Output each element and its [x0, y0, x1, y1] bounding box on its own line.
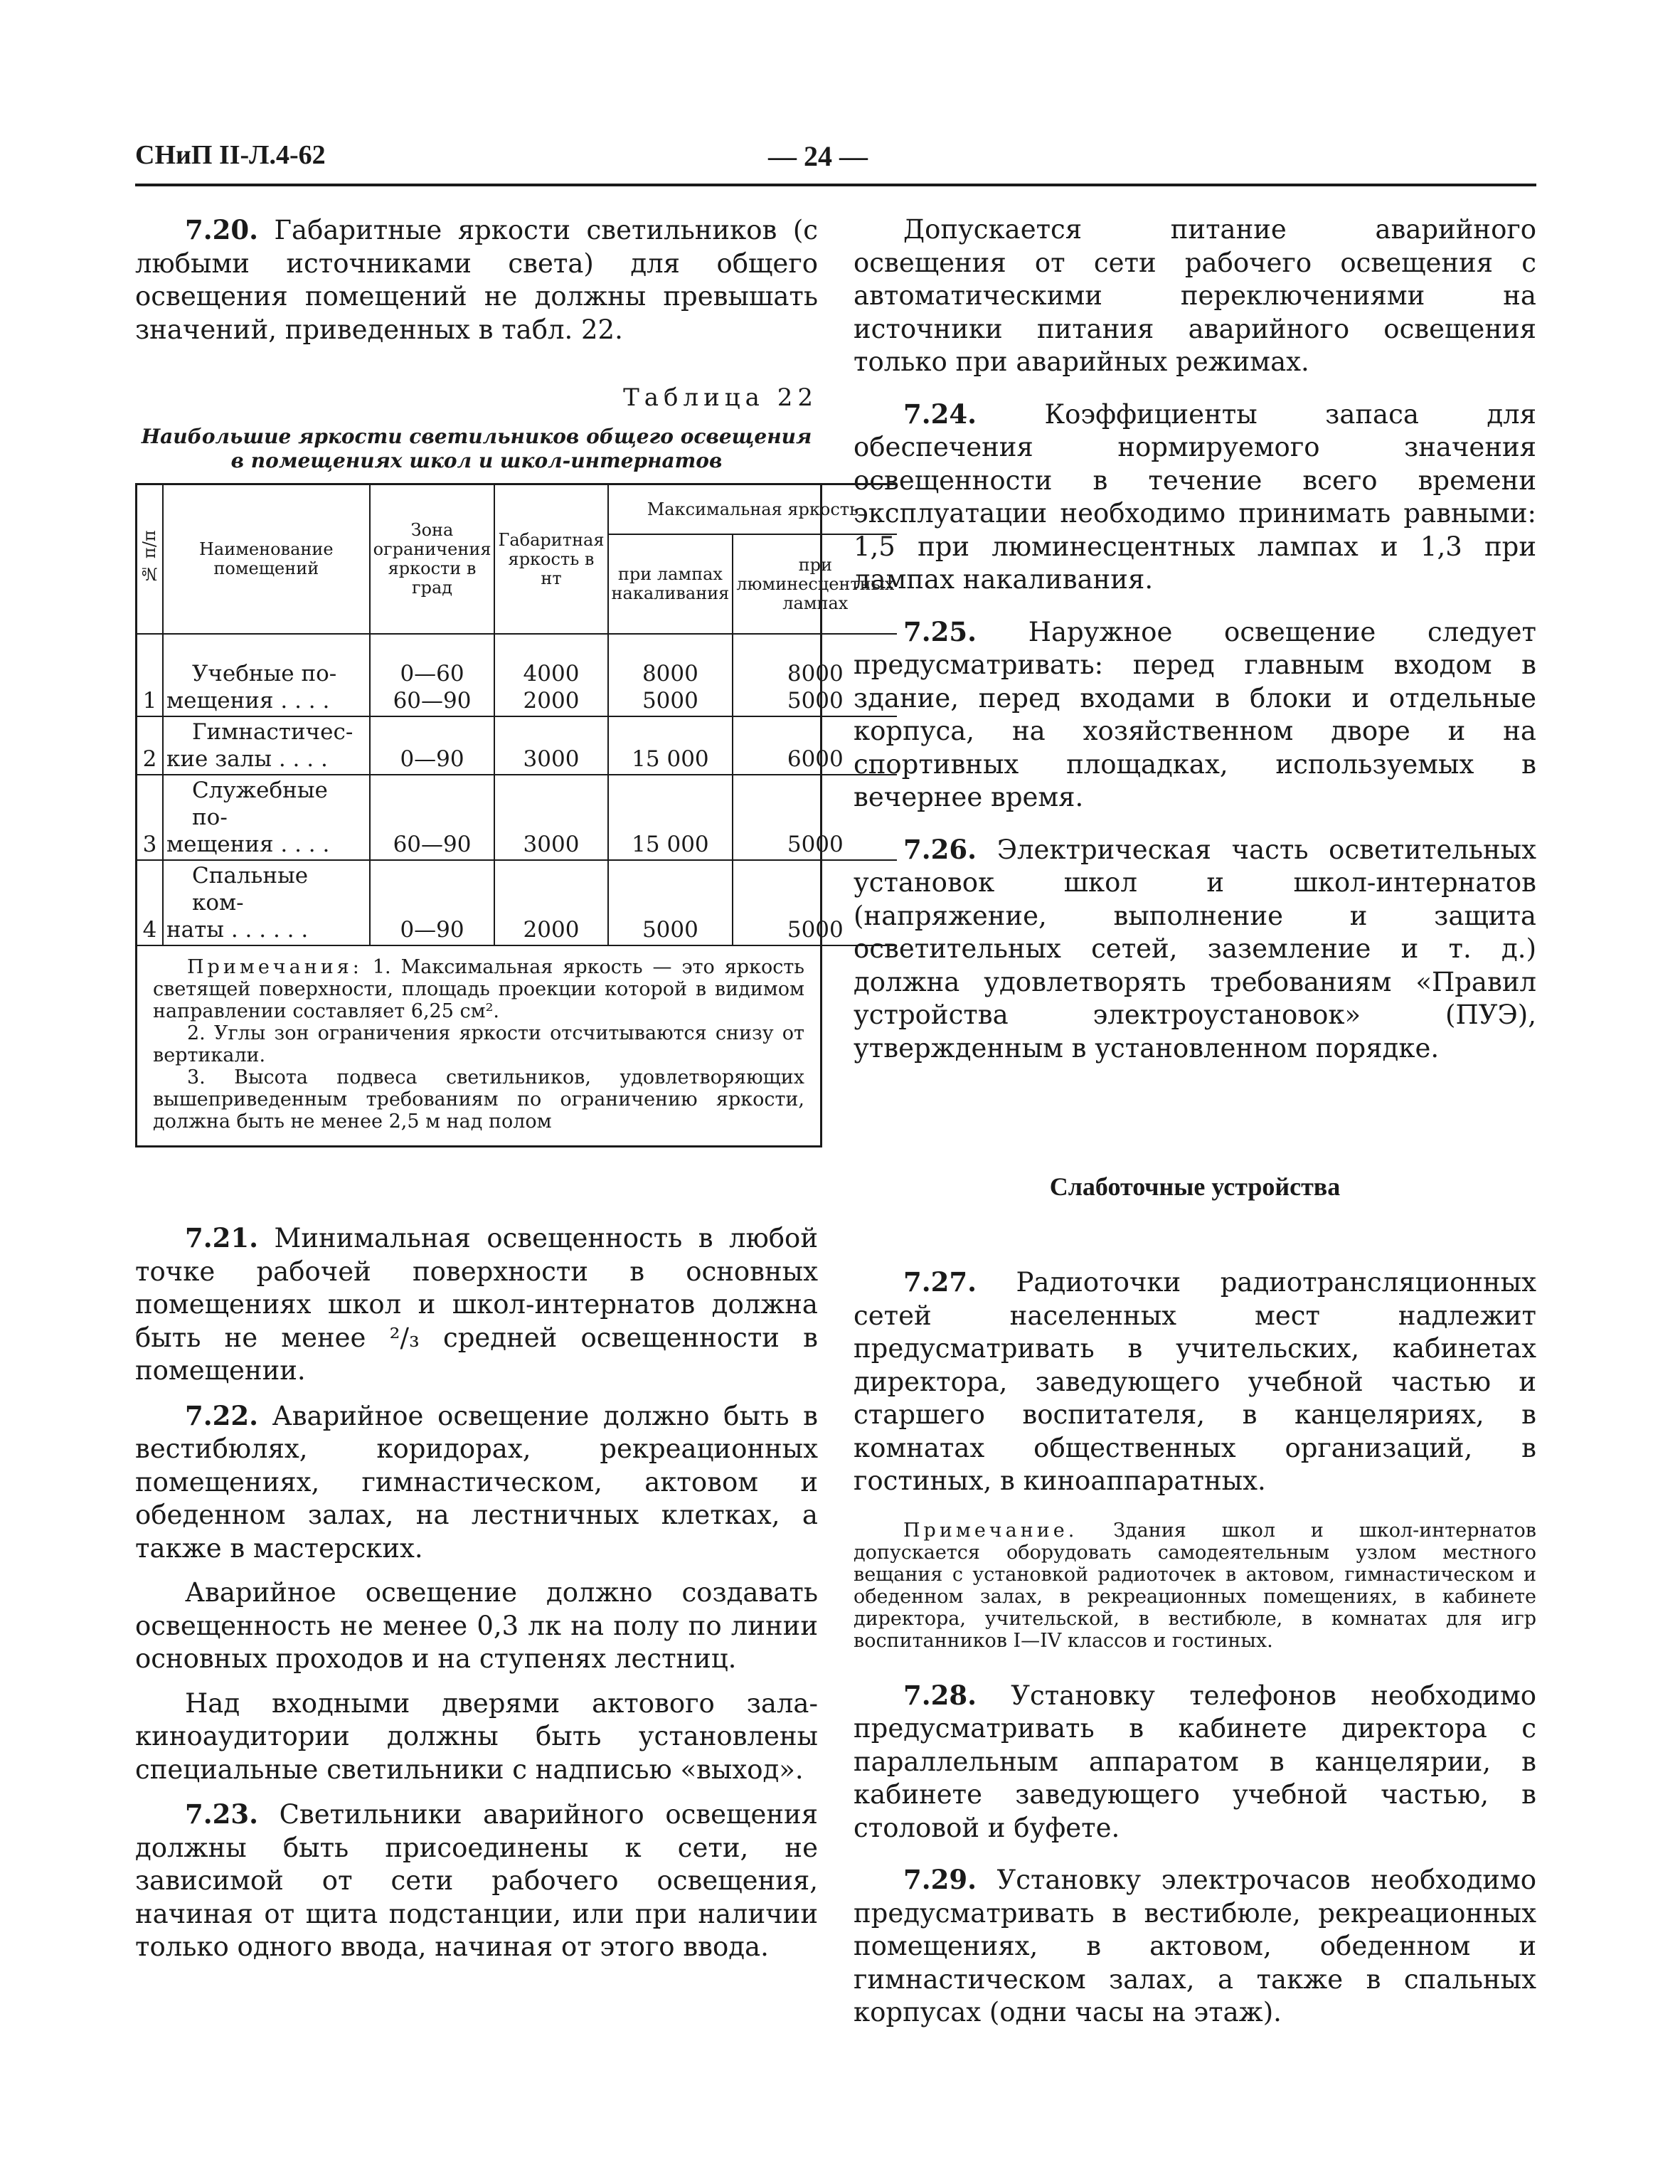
clause-number: 7.24. — [903, 398, 977, 430]
paragraph-text: Аварийное освещение должно быть в вестибюлях, коридорах, рекреационных помещениях, гимнастическом, актовом и обеденном залах, на лестничных клетках, а также в мастерских. — [135, 1400, 818, 1564]
brightness-table — [137, 483, 897, 946]
paragraph-7-26 — [854, 833, 1536, 1066]
paragraph-7-20 — [135, 213, 818, 346]
header-room-name: Наименование помещений — [163, 484, 370, 635]
table-row: 4 Спальные ком- наты . . . . . . 0—90 2000 5000 5000 — [137, 860, 897, 945]
header-gabarit: Габаритная яркость в нт — [494, 484, 607, 635]
paragraph-7-27 — [854, 1266, 1536, 1498]
paragraph-7-22 — [135, 1399, 818, 1566]
paragraph-7-21 — [135, 1221, 818, 1388]
clause-number: 7.23. — [185, 1798, 258, 1830]
note-1: 1. Максимальная яркость — это яркость светящей поверхности, площадь проекции которой в видимом направлении составляет 6,25 см². — [153, 956, 804, 1022]
paragraph-7-25 — [854, 615, 1536, 815]
left-column — [135, 213, 895, 1964]
paragraph-7-28 — [854, 1679, 1536, 1845]
paragraph-7-29 — [854, 1863, 1536, 2030]
paragraph-text: Коэффициенты запаса для обеспечения нормируемого значения освещенности в течение всего времени эксплуатации необходимо принимать равными: 1,5 при люминесцентных лампах и 1,3 при лампах накаливания. — [854, 398, 1536, 595]
table-22 — [135, 483, 895, 1147]
header-max-brightness: Максимальная яркость — [608, 484, 898, 535]
notes-label: Примечания: — [187, 956, 363, 978]
paragraph-text: Радиоточки радиотрансляционных сетей населенных мест надлежит предусматривать в учительских, кабинетах директора, заведующего учебной частью и старшего воспитателя, в канцеляриях, в комнатах общественных организаций, в гостиных, в киноаппаратных. — [854, 1267, 1536, 1496]
paragraph-7-23 — [135, 1798, 818, 1964]
header-rule — [135, 184, 1536, 186]
clause-number: 7.25. — [903, 615, 977, 647]
right-column — [854, 213, 1536, 2030]
table-notes — [137, 946, 820, 1145]
table-caption-line: Наибольшие яркости светильников общего освещения — [141, 425, 812, 448]
table-caption — [135, 425, 818, 473]
page-number: — 24 — — [768, 140, 868, 172]
header-zone: Зона ограничения яркости в град — [370, 484, 495, 635]
paragraph-text: Установку телефонов необходимо предусматривать в кабинете директора с параллельным аппаратом в канцелярии, в кабинете заведующего учебной частью, в столовой и буфете. — [854, 1680, 1536, 1843]
clause-number: 7.27. — [903, 1266, 977, 1298]
paragraph-7-22-b: Аварийное освещение должно создавать освещенность не менее 0,3 лк на полу по линии основных проходов и на ступенях лестниц. — [135, 1577, 818, 1674]
table-label: Таблица 22 — [623, 383, 818, 412]
paragraph-text: Установку электрочасов необходимо предусматривать в вестибюле, рекреационных помещениях, в актовом, обеденном и гимнастическом залах, а также в спальных корпусах (одни часы на этаж). — [854, 1865, 1537, 2027]
paragraph-7-24 — [854, 398, 1536, 597]
clause-number: 7.20. — [185, 214, 258, 245]
table-caption-line: в помещениях школ и школ-интернатов — [230, 449, 723, 472]
radio-note — [854, 1520, 1536, 1652]
table-row: 2 Гимнастичес- кие залы . . . . 0—90 3000 15 000 6000 — [137, 716, 897, 775]
clause-number: 7.22. — [185, 1399, 258, 1431]
note-label: Примечание. — [903, 1519, 1078, 1542]
clause-number: 7.26. — [903, 833, 977, 865]
paragraph-7-23-b: Допускается питание аварийного освещения от сети рабочего освещения с автоматическими переключениями на источники питания аварийного освещения только при аварийных режимах. — [854, 214, 1536, 377]
paragraph-text: Габаритные яркости светильников (с любыми источниками света) для общего освещения помещений не должны превышать значений, приведенных в табл. 22. — [135, 215, 818, 345]
header-luminescent: при люминесцентных лампах — [733, 534, 897, 634]
clause-number: 7.29. — [903, 1864, 977, 1895]
paragraph-text: Минимальная освещенность в любой точке рабочей поверхности в основных помещениях школ и школ-интернатов должна быть не менее ²/₃ средней освещенности в помещении. — [135, 1223, 818, 1386]
note-text: Здания школ и школ-интернатов допускается оборудовать самодеятельным узлом местного вещания с установкой радиоточек в актовом, гимнастическом и обеденном залах, в рекреационных помещениях, в кабинете директора, учительской, в вестибюле, в комнатах для игр воспитанников I—IV классов и гостиных. — [854, 1519, 1536, 1652]
clause-number: 7.21. — [185, 1222, 258, 1253]
clause-number: 7.28. — [903, 1679, 977, 1711]
paragraph-text: Электрическая часть осветительных установок школ и школ-интернатов (напряжение, выполнение и защита осветительных сетей, заземление и т. д.) должна удовлетворять требованиям «Правил устройства электроустановок» (ПУЭ), утвержденным в установленном порядке. — [854, 834, 1537, 1064]
note-3: 3. Высота подвеса светильников, удовлетворяющих вышеприведенным требованиям по ограничению яркости, должна быть не менее 2,5 м над полом — [153, 1066, 804, 1133]
header-incandescent: при лампах накаливания — [608, 534, 733, 634]
section-title: Слаботочные устройства — [1049, 1172, 1341, 1201]
document-code: СНиП II-Л.4-62 — [135, 140, 326, 170]
paragraph-text: Наружное освещение следует предусматривать: перед главным входом в здание, перед входами в блоки и отдельные корпуса, на хозяйственном дворе и на спортивных площадках, используемых в вечернее время. — [854, 616, 1537, 812]
table-row: 1 Учебные по- мещения . . . . 0—60 60—90 4000 2000 8000 5000 8000 5000 — [137, 634, 897, 716]
paragraph-text: Светильники аварийного освещения должны быть присоединены к сети, не зависимой от сети рабочего освещения, начиная от щита подстанции, или при наличии только одного ввода, начиная от этого ввода. — [135, 1799, 819, 1962]
table-row: 3 Служебные по- мещения . . . . 60—90 3000 15 000 5000 — [137, 775, 897, 860]
note-2: 2. Углы зон ограничения яркости отсчитываются снизу от вертикали. — [153, 1022, 804, 1066]
header-num: № п/п — [137, 484, 163, 635]
paragraph-7-22-c: Над входными дверями актового зала-киноаудитории должны быть установлены специальные светильники с надписью «выход». — [135, 1687, 818, 1785]
